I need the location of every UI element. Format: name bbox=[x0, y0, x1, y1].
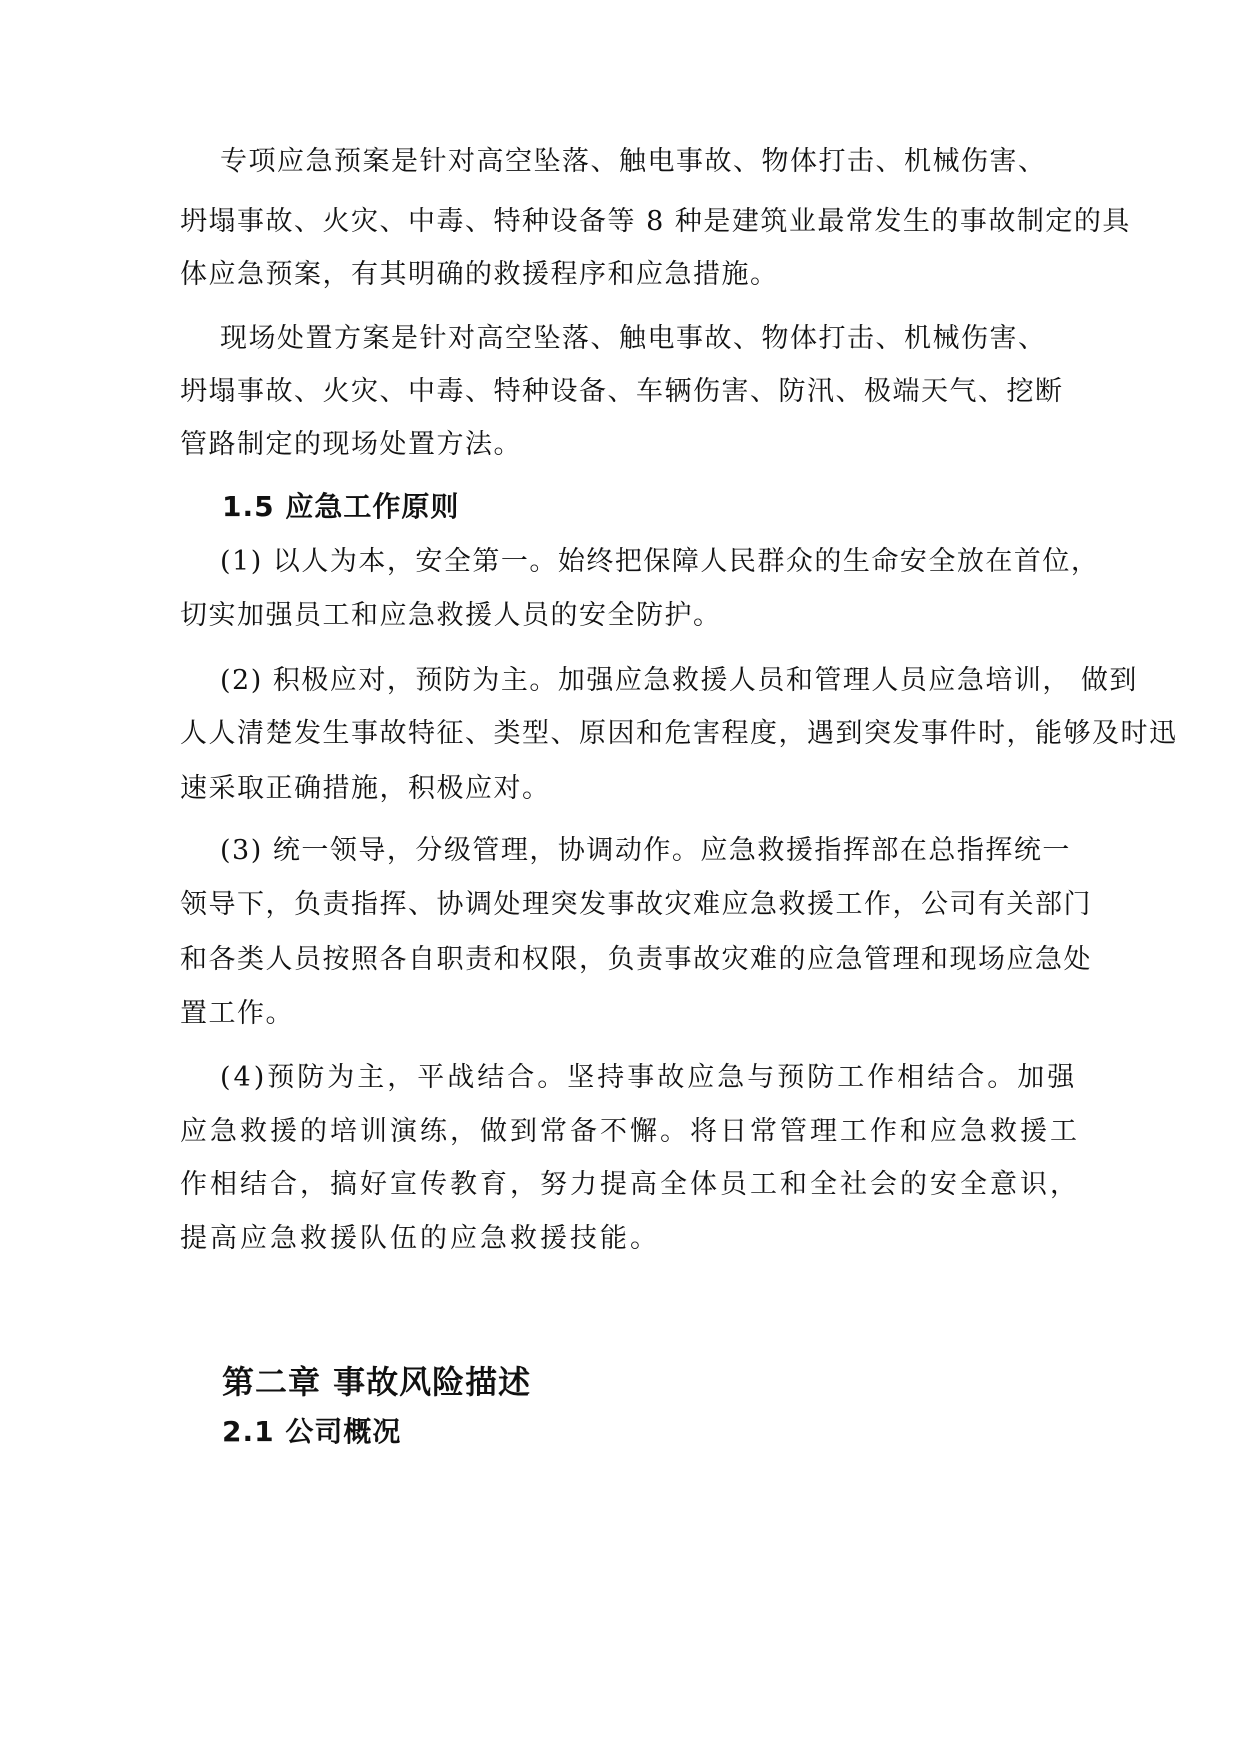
text-line: (1) 以人为本，安全第一。始终把保障人民群众的生命安全放在首位， bbox=[220, 546, 1100, 577]
text-line: 作相结合，搞好宣传教育，努力提高全体员工和全社会的安全意识， bbox=[180, 1169, 1080, 1200]
text-line: 人人清楚发生事故特征、类型、原因和危害程度，遇到突发事件时，能够及时迅 bbox=[180, 718, 1178, 749]
text-line: 专项应急预案是针对高空坠落、触电事故、物体打击、机械伤害、 bbox=[220, 146, 1047, 177]
chapter-title: 第二章 事故风险描述 bbox=[222, 1363, 532, 1401]
text-line: 和各类人员按照各自职责和权限，负责事故灾难的应急管理和现场应急处 bbox=[180, 944, 1092, 975]
text-line: (3) 统一领导，分级管理，协调动作。应急救援指挥部在总指挥统一 bbox=[220, 835, 1071, 866]
section-heading-2-1: 2.1 公司概况 bbox=[222, 1415, 402, 1448]
text-line: (4)预防为主，平战结合。坚持事故应急与预防工作相结合。加强 bbox=[220, 1062, 1078, 1093]
text-line: 切实加强员工和应急救援人员的安全防护。 bbox=[180, 600, 722, 631]
text-line: 体应急预案，有其明确的救援程序和应急措施。 bbox=[180, 259, 779, 290]
text-line: 坍塌事故、火灾、中毒、特种设备、车辆伤害、防汛、极端天气、挖断 bbox=[180, 376, 1064, 407]
section-heading-1-5: 1.5 应急工作原则 bbox=[222, 490, 460, 523]
text-line: (2) 积极应对，预防为主。加强应急救援人员和管理人员应急培训， 做到 bbox=[220, 665, 1138, 696]
text-line: 坍塌事故、火灾、中毒、特种设备等 8 种是建筑业最常发生的事故制定的具 bbox=[180, 206, 1131, 237]
text-line: 领导下，负责指挥、协调处理突发事故灾难应急救援工作，公司有关部门 bbox=[180, 889, 1092, 920]
text-line: 应急救援的培训演练，做到常备不懈。将日常管理工作和应急救援工 bbox=[180, 1116, 1080, 1147]
text-line: 速采取正确措施，积极应对。 bbox=[180, 773, 551, 804]
text-line: 管路制定的现场处置方法。 bbox=[180, 429, 522, 460]
text-line: 提高应急救援队伍的应急救援技能。 bbox=[180, 1223, 660, 1254]
text-line: 现场处置方案是针对高空坠落、触电事故、物体打击、机械伤害、 bbox=[220, 323, 1047, 354]
text-line: 置工作。 bbox=[180, 998, 294, 1029]
